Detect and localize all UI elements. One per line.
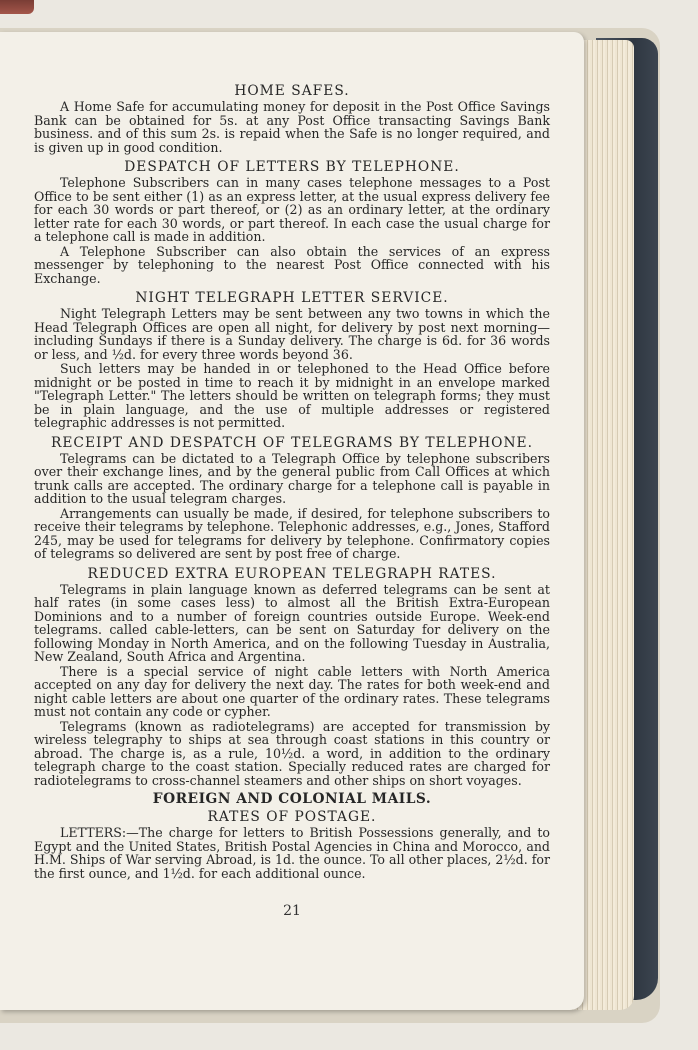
heading-rates-postage: RATES OF POSTAGE. — [207, 809, 377, 825]
paragraph: Telegrams (known as radiotelegrams) are accepted for transmission by wireless telegraphy to ships at sea through coast stations in this country or abroad. The charge is, as a rule, 10½d. a word, in addition to the ordinary telegraph charge to the coast station. Specially reduced rates are charged for radiotelegrams to cross-channel steamers and other ships on short voyages. — [34, 718, 550, 788]
heading-receipt-telegrams: RECEIPT AND DESPATCH OF TELEGRAMS BY TELEPHONE. — [50, 434, 534, 451]
bookmark-ribbon — [0, 0, 34, 14]
heading-home-safes: HOME SAFES. — [234, 83, 350, 99]
paragraph: Night Telegraph Letters may be sent between any two towns in which the Head Telegraph Offices are open all night, for delivery by post next morning—including Sundays if there is a Sunday delivery. The charge is 6d. for 36 words or less, and ½d. for every three words beyond 36. — [34, 306, 550, 362]
page-number: 21 — [283, 903, 301, 919]
page-text — [34, 82, 550, 881]
paragraph: Telephone Subscribers can in many cases telephone messages to a Post Office to be sent either (1) as an express letter, at the usual express delivery fee for each 30 words or part thereof, or (2) as an ordinary letter, at the ordinary letter rate for each 30 words, or part thereof. In each case the usual charge for a telephone call is made in addition. — [34, 175, 550, 244]
paragraph: A Telephone Subscriber can also obtain the services of an express messenger by telephoning to the nearest Post Office connected with his Exchange. — [34, 243, 550, 286]
paragraph: Telegrams can be dictated to a Telegraph Office by telephone subscribers over their exchange lines, and by the general public from Call Offices at which trunk calls are accepted. The ordinary charge for a telephone call is payable in addition to the usual telegram charges. — [34, 450, 550, 506]
paragraph: There is a special service of night cable letters with North America accepted on any day for delivery the next day. The rates for both week-end and night cable letters are about one quarter of the ordinary rates. These telegrams must not contain any code or cypher. — [34, 663, 550, 719]
heading-despatch-telephone: DESPATCH OF LETTERS BY TELEPHONE. — [124, 159, 460, 175]
paragraph-letters: LETTERS:—The charge for letters to British Possessions generally, and to Egypt and the United States, British Postal Agencies in China and Morocco, and H.M. Ships of War serving Abroad, is 1d. the ounce. To all other places, 2½d. for the first ounce, and 1½d. for each additional ounce. — [34, 825, 550, 881]
paragraph: Arrangements can usually be made, if desired, for telephone subscribers to receive their telegrams by telephone. Telephonic addresses, e.g., Jones, Stafford 245, may be used for telegrams for delivery by telephone. Confirmatory copies of telegrams so delivered are sent by post free of charge. — [34, 505, 550, 561]
heading-foreign-mails: FOREIGN AND COLONIAL MAILS. — [152, 791, 432, 807]
heading-night-telegraph: NIGHT TELEGRAPH LETTER SERVICE. — [135, 290, 449, 306]
paragraph: A Home Safe for accumulating money for deposit in the Post Office Savings Bank can be obtained for 5s. at any Post Office transacting Savings Bank business. and of this sum 2s. is repaid when the Safe is no longer required, and is given up in good condition. — [34, 99, 550, 155]
heading-reduced-rates: REDUCED EXTRA EUROPEAN TELEGRAPH RATES. — [87, 565, 497, 582]
paragraph: Such letters may be handed in or telephoned to the Head Office before midnight or be posted in time to reach it by midnight in an envelope marked "Telegraph Letter." The letters should be written on telegraph forms; they must be in plain language, and the use of multiple addresses or registered telegraphic addresses is not permitted. — [34, 361, 550, 430]
paragraph: Telegrams in plain language known as deferred telegrams can be sent at half rates (in some cases less) to almost all the British Extra-European Dominions and to a number of foreign countries outside Europe. Week-end telegrams. called cable-letters, can be sent on Saturday for delivery on the following Monday in North America, and on the following Tuesday in Australia, New Zealand, South Africa and Argentina. — [34, 581, 550, 664]
